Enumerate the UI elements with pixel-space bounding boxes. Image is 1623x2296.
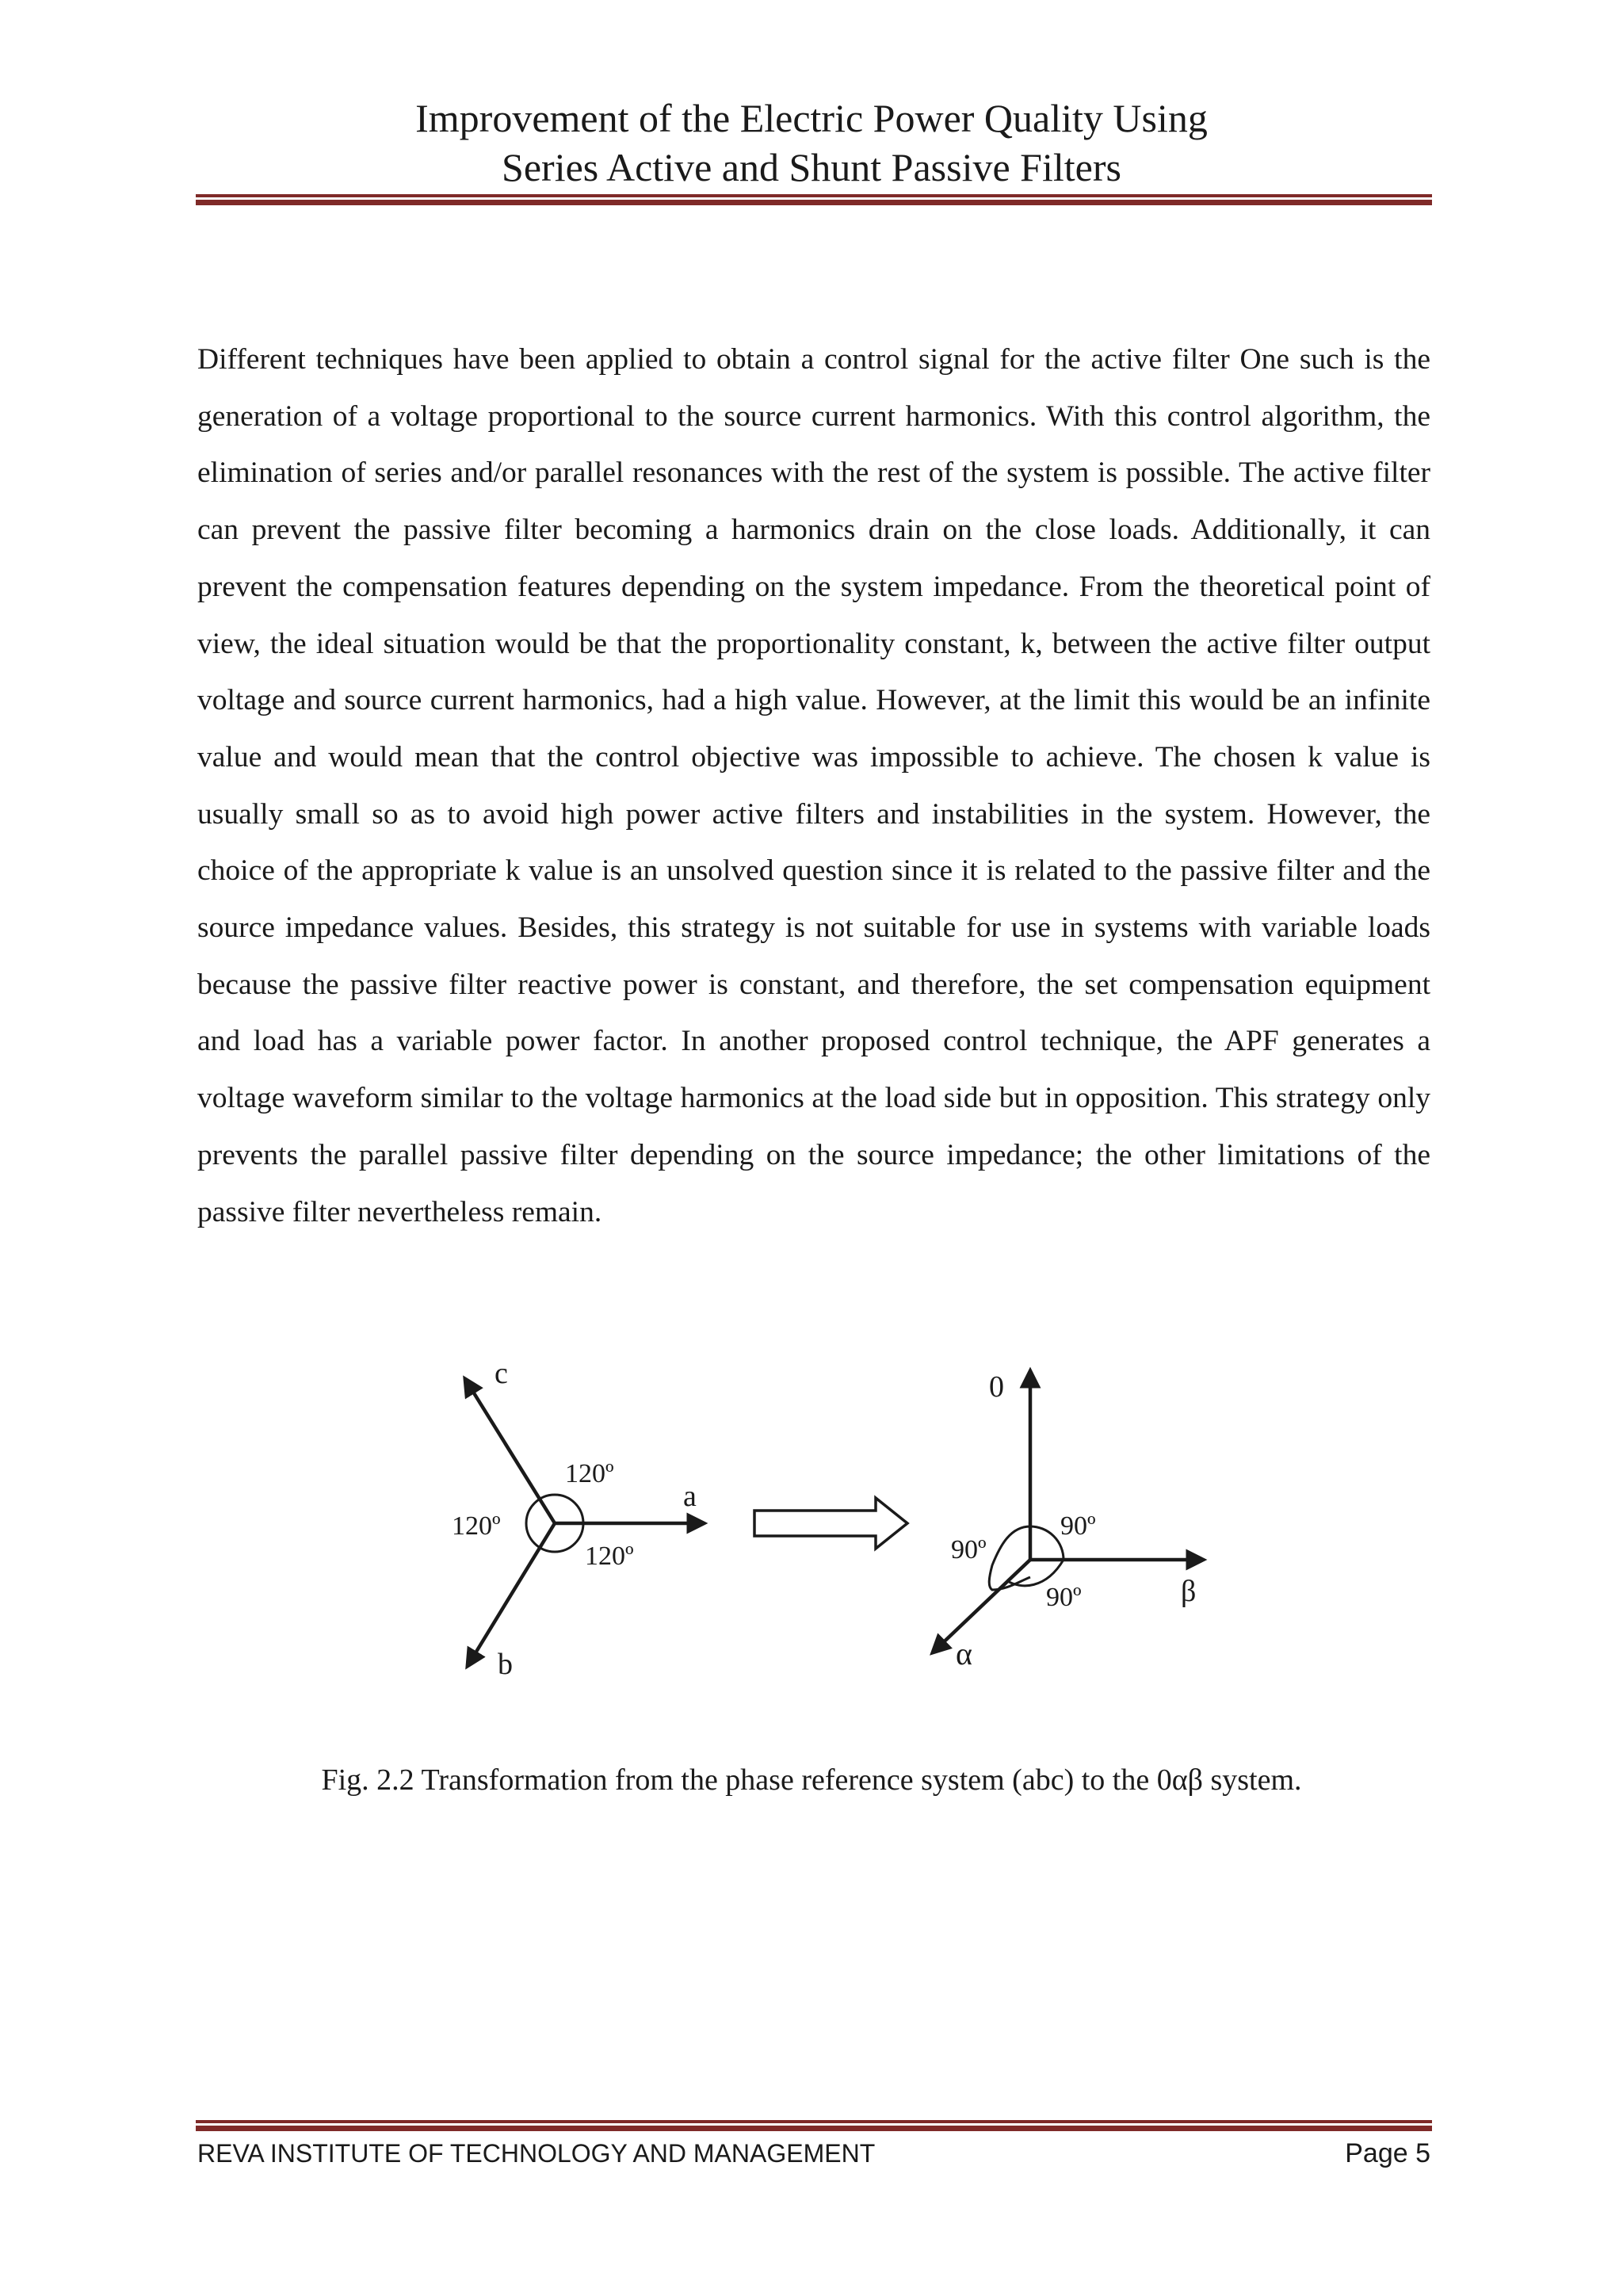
abc-phasor-diagram bbox=[452, 1357, 704, 1681]
body-paragraph: Different techniques have been applied to obtain a control signal for the active filter One such is the generation of a voltage proportional to the source current harmonics. With this control algorithm, the elimination of series and/or parallel resonances with the rest of the system is possible. The active filter can prevent the passive filter becoming a harmonics drain on the close loads. Additionally, it can prevent the compensation features depending on the system impedance. From the theoretical point of view, the ideal situation would be that the proportionality constant, k, between the active filter output voltage and source current harmonics, had a high value. However, at the limit this would be an infinite value and would mean that the control objective was impossible to achieve. The chosen k value is usually small so as to avoid high power active filters and instabilities in the system. However, the choice of the appropriate k value is an unsolved question since it is related to the passive filter and the source impedance values. Besides, this strategy is not suitable for use in systems with variable loads because the passive filter reactive power is constant, and therefore, the set compensation equipment and load has a variable power factor. In another proposed control technique, the APF generates a voltage waveform similar to the voltage harmonics at the load side but in opposition. This strategy only prevents the parallel passive filter depending on the source impedance; the other limitations of the passive filter nevertheless remain. bbox=[197, 343, 1430, 1228]
angle-label-bottom: 90º bbox=[1046, 1583, 1082, 1612]
header-title-line-1: Improvement of the Electric Power Quality Using bbox=[415, 96, 1208, 140]
footer-rule bbox=[196, 2120, 1432, 2131]
angle-label-left: 120º bbox=[452, 1511, 501, 1541]
page-number: Page 5 bbox=[1345, 2138, 1430, 2168]
angle-label-right: 90º bbox=[1060, 1511, 1096, 1541]
angle-label-bottom: 120º bbox=[585, 1541, 634, 1571]
footer-institution: REVA INSTITUTE OF TECHNOLOGY AND MANAGEMENT bbox=[197, 2139, 876, 2168]
transformation-arrow bbox=[754, 1498, 907, 1549]
angle-label-left: 90º bbox=[951, 1535, 987, 1564]
label-c: c bbox=[495, 1357, 508, 1390]
axis-alpha bbox=[933, 1560, 1030, 1652]
transformation-diagram bbox=[428, 1347, 1284, 1696]
label-beta: β bbox=[1181, 1575, 1197, 1608]
right-angle-arc bbox=[1030, 1526, 1064, 1560]
label-zero: 0 bbox=[989, 1370, 1004, 1404]
figure-transformation-diagram bbox=[428, 1347, 1284, 1696]
header-rule bbox=[196, 194, 1432, 205]
angle-label-top: 120º bbox=[565, 1459, 614, 1488]
label-b: b bbox=[498, 1648, 513, 1681]
zero-alpha-beta-diagram bbox=[933, 1370, 1203, 1671]
phasor-c bbox=[465, 1379, 555, 1523]
running-header bbox=[0, 94, 1623, 192]
figure-caption: Fig. 2.2 Transformation from the phase reference system (abc) to the 0αβ system. bbox=[321, 1763, 1302, 1797]
label-a: a bbox=[683, 1480, 697, 1513]
phasor-b bbox=[468, 1523, 555, 1666]
label-alpha: α bbox=[956, 1636, 972, 1671]
header-title-line-2: Series Active and Shunt Passive Filters bbox=[502, 145, 1121, 189]
